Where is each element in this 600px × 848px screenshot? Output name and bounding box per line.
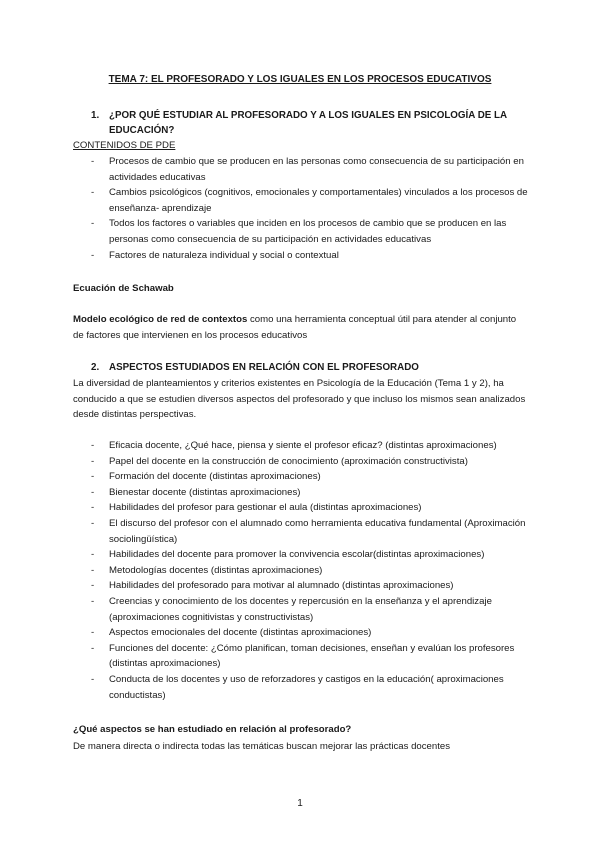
teacher-aspects-list	[73, 438, 528, 703]
list-item: - Procesos de cambio que se producen en las personas como consecuencia de su participación en actividades educativas	[73, 154, 528, 185]
aspects-answer: De manera directa o indirecta todas las temáticas buscan mejorar las prácticas docentes	[73, 741, 451, 752]
section-2-number: 2.	[91, 362, 100, 373]
list-item: - Cambios psicológicos (cognitivos, emocionales y comportamentales) vinculados a los procesos de enseñanza- aprendizaje	[73, 185, 528, 216]
list-item: - Bienestar docente (distintas aproximaciones)	[73, 485, 528, 501]
list-item: - Todos los factores o variables que inciden en los procesos de cambio que se producen en las personas como consecuencia de su participación en actividades educativas	[73, 216, 528, 247]
list-item: - Habilidades del docente para promover la convivencia escolar(distintas aproximaciones)	[73, 547, 528, 563]
list-item: - Habilidades del profesorado para motivar al alumnado (distintas aproximaciones)	[73, 578, 528, 594]
list-item: - Habilidades del profesor para gestionar el aula (distintas aproximaciones)	[73, 500, 528, 516]
contents-subheading: CONTENIDOS DE PDE	[73, 140, 176, 151]
section-1-number: 1.	[91, 110, 100, 121]
list-item: - Aspectos emocionales del docente (distintas aproximaciones)	[73, 625, 528, 641]
section-2-title: ASPECTOS ESTUDIADOS EN RELACIÓN CON EL PROFESORADO	[109, 362, 419, 373]
document-title: TEMA 7: EL PROFESORADO Y LOS IGUALES EN LOS PROCESOS EDUCATIVOS	[108, 74, 492, 85]
list-item: - El discurso del profesor con el alumnado como herramienta educativa fundamental (Aproximación sociolingüística)	[73, 516, 528, 547]
section-1-title: ¿POR QUÉ ESTUDIAR AL PROFESORADO Y A LOS IGUALES EN PSICOLOGÍA DE LA EDUCACIÓN?	[109, 110, 507, 137]
model-paragraph	[73, 312, 528, 343]
model-description: como una herramienta conceptual útil para atender al conjunto de factores que intervienen en los procesos educativos	[73, 314, 517, 341]
list-item: - Formación del docente (distintas aproximaciones)	[73, 469, 528, 485]
model-term: Modelo ecológico de red de contextos	[73, 314, 248, 325]
list-item: - Conducta de los docentes y uso de reforzadores y castigos en la educación( aproximaciones conductistas)	[73, 672, 528, 703]
list-item: - Papel del docente en la construcción de conocimiento (aproximación constructivista)	[73, 454, 528, 470]
aspects-question: ¿Qué aspectos se han estudiado en relación al profesorado?	[73, 724, 352, 735]
section-2-heading	[91, 360, 531, 376]
list-item: - Metodologías docentes (distintas aproximaciones)	[73, 563, 528, 579]
list-item: - Funciones del docente: ¿Cómo planifican, toman decisiones, enseñan y evalúan los profesores (distintas aproximaciones)	[73, 641, 528, 672]
list-item: - Creencias y conocimiento de los docentes y repercusión en la enseñanza y el aprendizaje (aproximaciones cognitivistas y constructivistas)	[73, 594, 528, 625]
contents-list	[73, 154, 528, 263]
section-2-intro: La diversidad de planteamientos y criterios existentes en Psicología de la Educación (Tema 1 y 2), ha conducido a que se estudien diversos aspectos del profesorado y que incluso los mismos sean analizados desde distintas perspectivas.	[73, 378, 526, 421]
section-1-heading	[91, 108, 531, 140]
list-item: - Factores de naturaleza individual y social o contextual	[73, 248, 528, 264]
list-item: - Eficacia docente, ¿Qué hace, piensa y siente el profesor eficaz? (distintas aproximaciones)	[73, 438, 528, 454]
equation-label: Ecuación de Schawab	[73, 283, 174, 294]
page-number: 1	[297, 798, 303, 809]
